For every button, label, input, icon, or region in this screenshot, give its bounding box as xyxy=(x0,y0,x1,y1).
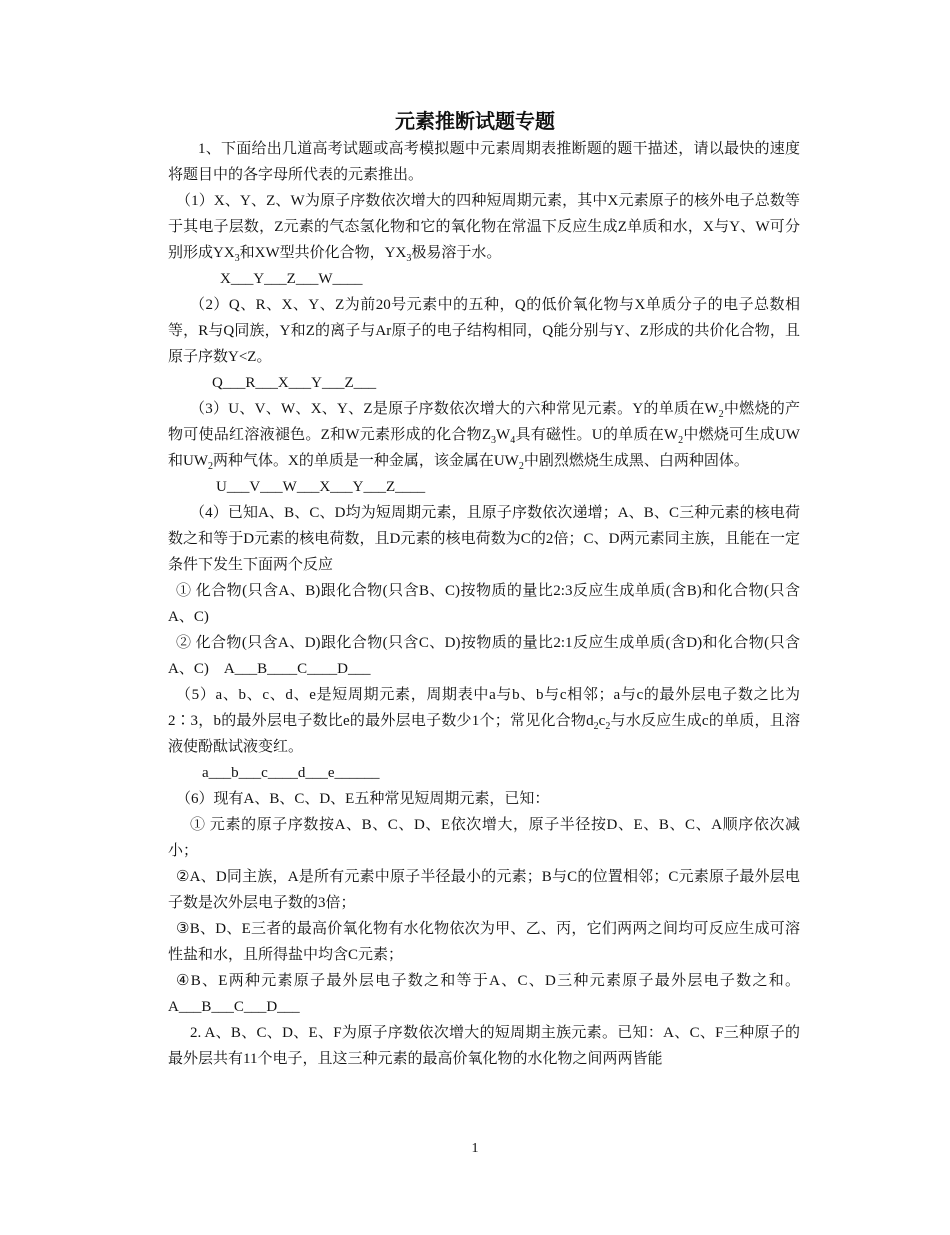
question-3: （3）U、V、W、X、Y、Z是原子序数依次增大的六种常见元素。Y的单质在$W_2$中燃烧的产物可使品红溶液褪色。Z和W元素形成的化合物$Z_3W_4$具有磁性。U的单质在$W_2$中燃烧可生成UW和$UW_2$两种气体。X的单质是一种金属，该金属在$UW_2$中剧烈燃烧生成黑、白两种固体。 xyxy=(168,401,800,472)
question-6-condition-1: ① 元素的原子序数按A、B、C、D、E依次增大，原子半径按D、E、B、C、A顺序依次减小； xyxy=(168,817,800,859)
question-2-blanks[interactable]: Q___R___X___Y___Z___ xyxy=(212,375,377,391)
document-body xyxy=(168,136,800,1072)
question-3-blanks[interactable]: U___V___W___X___Y___Z____ xyxy=(216,479,426,495)
question-1-blanks[interactable]: X___Y___Z___W____ xyxy=(220,271,363,287)
question-6-condition-4[interactable]: ④B、E两种元素原子最外层电子数之和等于A、C、D三种元素原子最外层电子数之和。A___B___C___D___ xyxy=(168,973,800,1015)
intro-paragraph: 1、下面给出几道高考试题或高考模拟题中元素周期表推断题的题干描述，请以最快的速度将题目中的各字母所代表的元素推出。 xyxy=(168,141,800,183)
question-5-blanks[interactable]: a___b___c____d___e______ xyxy=(202,765,380,781)
question-7: 2. A、B、C、D、E、F为原子序数依次增大的短周期主族元素。已知：A、C、F三种原子的最外层共有11个电子，且这三种元素的最高价氧化物的水化物之间两两皆能 xyxy=(168,1025,800,1067)
question-6-condition-3: ③B、D、E三者的最高价氧化物有水化物依次为甲、乙、丙，它们两两之间均可反应生成可溶性盐和水，且所得盐中均含C元素； xyxy=(168,921,800,963)
question-5: （5）a、b、c、d、e是短周期元素，周期表中a与b、b与c相邻；a与c的最外层电子数之比为2∶3，b的最外层电子数比e的最外层电子数少1个；常见化合物$d_2c_2$与水反应生成c的单质，且溶液使酚酞试液变红。 xyxy=(168,687,800,755)
page-title: 元素推断试题专题 xyxy=(395,111,555,133)
question-1: （1）X、Y、Z、W为原子序数依次增大的四种短周期元素，其中X元素原子的核外电子总数等于其电子层数，Z元素的气态氢化物和它的氧化物在常温下反应生成Z单质和水，X与Y、W可分别形成$YX_3$和XW型共价化合物，$YX_3$极易溶于水。 xyxy=(168,193,800,264)
question-6-condition-2: ②A、D同主族，A是所有元素中原子半径最小的元素；B与C的位置相邻；C元素原子最外层电子数是次外层电子数的3倍； xyxy=(168,869,800,911)
question-6: （6）现有A、B、C、D、E五种常见短周期元素，已知： xyxy=(176,791,550,807)
question-4: （4）已知A、B、C、D均为短周期元素，且原子序数依次递增；A、B、C三种元素的核电荷数之和等于D元素的核电荷数，且D元素的核电荷数为C的2倍；C、D两元素同主族，且能在一定条件下发生下面两个反应 xyxy=(168,505,800,573)
question-2: （2）Q、R、X、Y、Z为前20号元素中的五种，Q的低价氧化物与X单质分子的电子总数相等，R与Q同族，Y和Z的离子与Ar原子的电子结构相同，Q能分别与Y、Z形成的共价化合物，且原子序数Y<Z。 xyxy=(168,297,800,365)
page-number: 1 xyxy=(471,1141,479,1156)
question-4-reaction-2[interactable]: ② 化合物(只含A、D)跟化合物(只含C、D)按物质的量比2:1反应生成单质(含D)和化合物(只含A、C) A___B____C____D___ xyxy=(168,635,800,677)
question-4-reaction-1: ① 化合物(只含A、B)跟化合物(只含B、C)按物质的量比2:3反应生成单质(含B)和化合物(只含A、C) xyxy=(168,583,800,625)
